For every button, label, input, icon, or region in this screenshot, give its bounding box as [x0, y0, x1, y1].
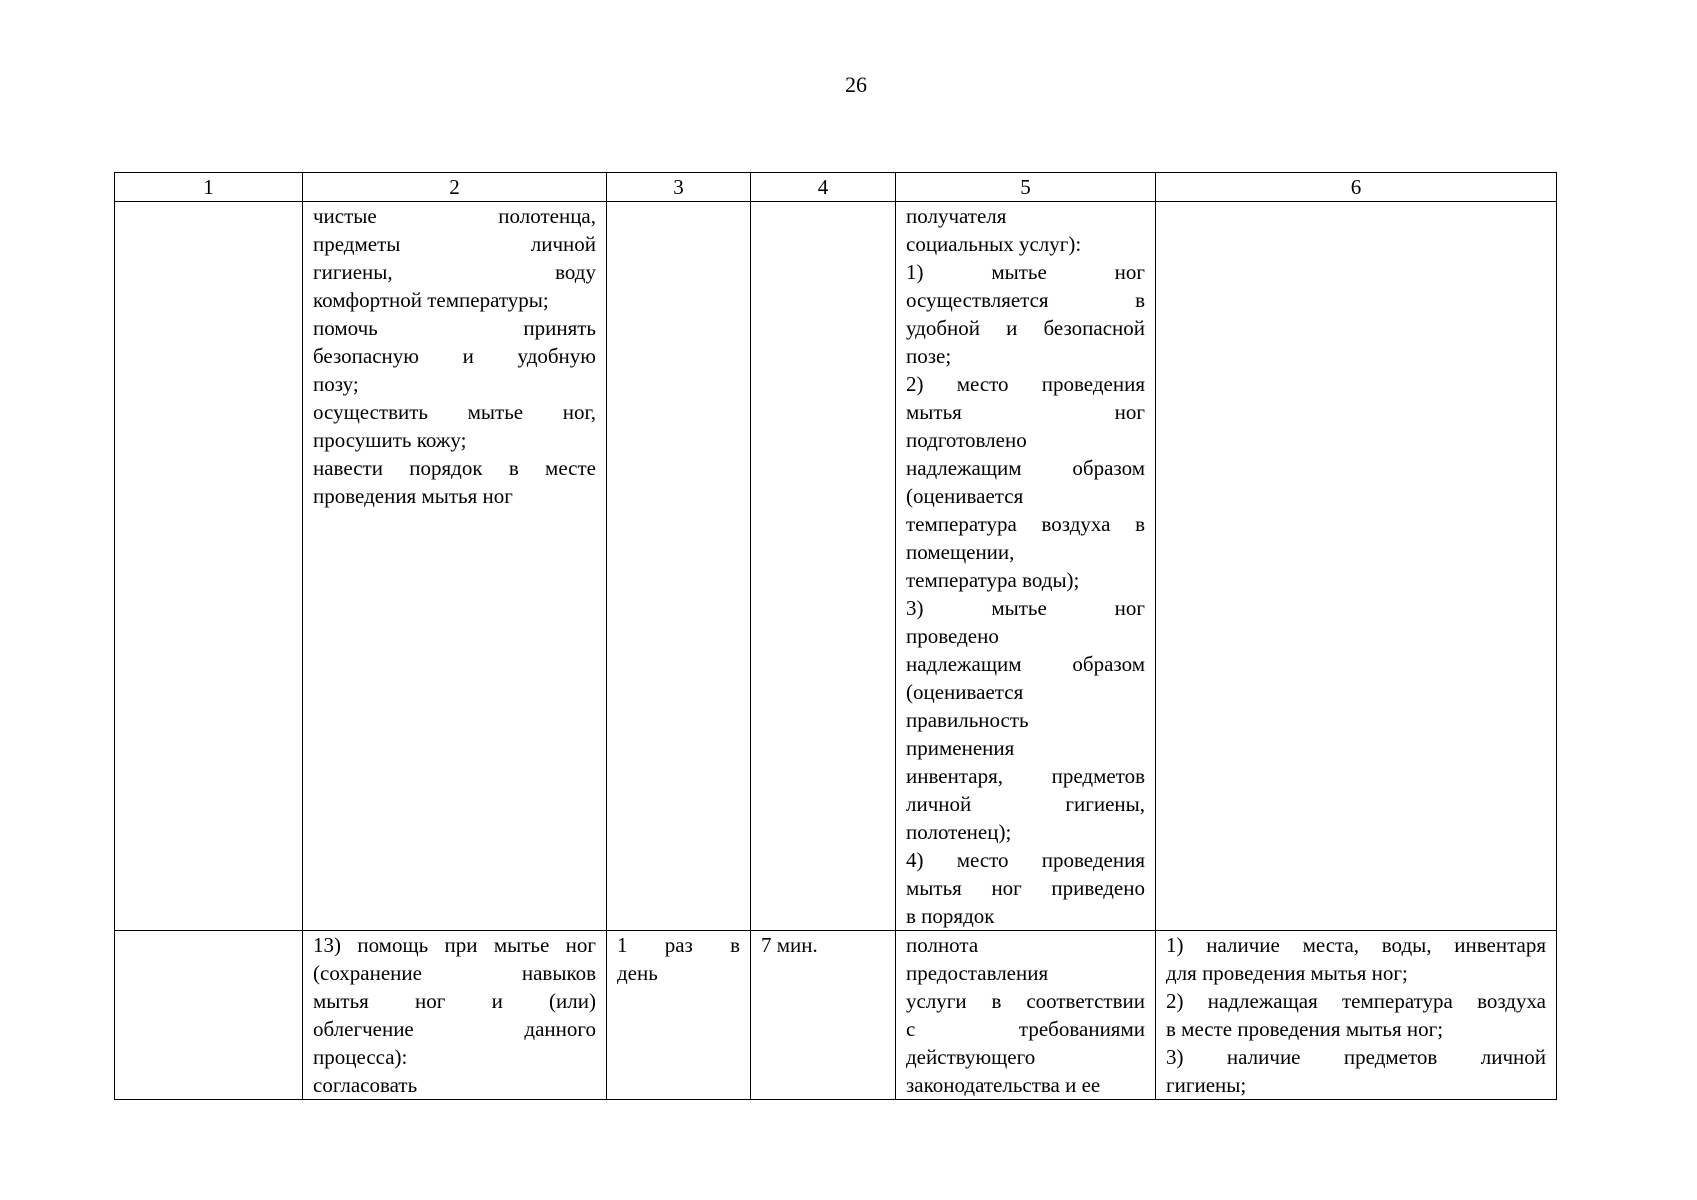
page-number: 26	[845, 72, 867, 97]
cell-text-line: (оценивается	[906, 484, 1024, 508]
cell-text-line: 1 раз в	[617, 933, 740, 957]
cell-text-line: 2) место проведения	[906, 372, 1145, 396]
cell-text-line: 2) надлежащая температура воздуха	[1166, 989, 1546, 1013]
cell-text-line: для проведения мытья ног;	[1166, 961, 1408, 985]
cell-col6	[1156, 202, 1557, 931]
cell-text-line: 3) наличие предметов личной	[1166, 1045, 1546, 1069]
column-number-2: 2	[303, 173, 607, 202]
cell-text-line: 1) наличие места, воды, инвентаря	[1166, 933, 1546, 957]
cell-text-line: подготовлено	[906, 428, 1027, 452]
cell-text-line: помочь принять	[313, 316, 596, 340]
cell-text-line: комфортной температуры;	[313, 288, 549, 312]
cell-text-line: температура воды);	[906, 568, 1080, 592]
cell-text-line: 13) помощь при мытье ног	[313, 933, 596, 957]
cell-text-line: личной гигиены,	[906, 792, 1145, 816]
cell-text-line: услуги в соответствии	[906, 989, 1145, 1013]
cell-text-line: (сохранение навыков	[313, 961, 596, 985]
cell-text-line: 3) мытье ног	[906, 596, 1145, 620]
column-number-5: 5	[896, 173, 1156, 202]
cell-text-line: навести порядок в месте	[313, 456, 596, 480]
cell-text-line: полнота	[906, 933, 979, 957]
cell-text-line: температура воздуха в	[906, 512, 1145, 536]
cell-col5	[896, 931, 1156, 1100]
cell-text-line: чистые полотенца,	[313, 204, 596, 228]
cell-col2	[303, 931, 607, 1100]
cell-text-line: безопасную и удобную	[313, 344, 596, 368]
cell-text-line: согласовать	[313, 1073, 418, 1097]
cell-text-line: полотенец);	[906, 820, 1012, 844]
cell-col3	[607, 202, 751, 931]
cell-text-line: позе;	[906, 344, 952, 368]
cell-col4	[751, 931, 896, 1100]
cell-text-line: помещении,	[906, 540, 1015, 564]
cell-col2	[303, 202, 607, 931]
cell-col4	[751, 202, 896, 931]
cell-text-line: проведения мытья ног	[313, 484, 513, 508]
services-table	[114, 172, 1557, 1100]
cell-text-line: предметы личной	[313, 232, 596, 256]
cell-text-line: 1) мытье ног	[906, 260, 1145, 284]
column-number-1: 1	[115, 173, 303, 202]
cell-text-line: мытья ног	[906, 400, 1145, 424]
cell-text-line: 7 мин.	[761, 933, 818, 957]
cell-text-line: мытья ног и (или)	[313, 989, 596, 1013]
cell-text-line: законодательства и ее	[906, 1073, 1101, 1097]
column-number-6: 6	[1156, 173, 1557, 202]
cell-col3	[607, 931, 751, 1100]
cell-text-line: день	[617, 961, 658, 985]
cell-text-line: в месте проведения мытья ног;	[1166, 1017, 1444, 1041]
cell-text-line: процесса):	[313, 1045, 408, 1069]
cell-text-line: инвентаря, предметов	[906, 764, 1145, 788]
column-number-4: 4	[751, 173, 896, 202]
cell-text-line: надлежащим образом	[906, 456, 1145, 480]
cell-text-line: позу;	[313, 372, 359, 396]
cell-text-line: мытья ног приведено	[906, 876, 1145, 900]
cell-col5	[896, 202, 1156, 931]
cell-col6	[1156, 931, 1557, 1100]
cell-col1	[115, 202, 303, 931]
cell-text-line: облегчение данного	[313, 1017, 596, 1041]
cell-text-line: (оценивается	[906, 680, 1024, 704]
cell-text-line: действующего	[906, 1045, 1036, 1069]
cell-text-line: гигиены, воду	[313, 260, 596, 284]
cell-text-line: проведено	[906, 624, 999, 648]
cell-text-line: гигиены;	[1166, 1073, 1247, 1097]
cell-text-line: применения	[906, 736, 1015, 760]
cell-text-line: надлежащим образом	[906, 652, 1145, 676]
cell-text-line: предоставления	[906, 961, 1049, 985]
cell-col1	[115, 931, 303, 1100]
table-header-row	[115, 173, 1557, 202]
cell-text-line: удобной и безопасной	[906, 316, 1145, 340]
cell-text-line: с требованиями	[906, 1017, 1145, 1041]
cell-text-line: социальных услуг):	[906, 232, 1082, 256]
column-number-3: 3	[607, 173, 751, 202]
cell-text-line: осуществить мытье ног,	[313, 400, 596, 424]
cell-text-line: осуществляется в	[906, 288, 1145, 312]
cell-text-line: получателя	[906, 204, 1007, 228]
cell-text-line: в порядок	[906, 904, 995, 928]
cell-text-line: 4) место проведения	[906, 848, 1145, 872]
table-row	[115, 202, 1557, 931]
cell-text-line: правильность	[906, 708, 1029, 732]
cell-text-line: просушить кожу;	[313, 428, 467, 452]
table-row	[115, 931, 1557, 1100]
